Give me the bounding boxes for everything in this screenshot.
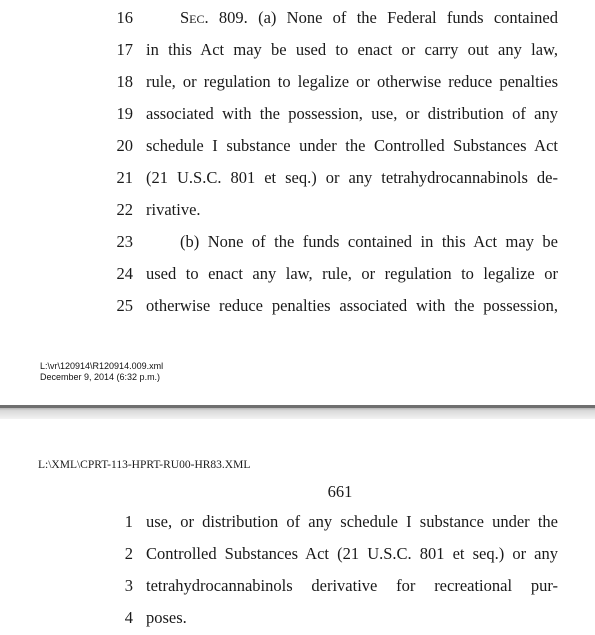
text-line [0, 570, 595, 602]
text-line [0, 98, 595, 130]
line-text: otherwise reduce penalties associated with the possession, [146, 296, 558, 315]
line-number: 18 [116, 72, 133, 91]
line-number: 19 [116, 104, 133, 123]
line-text: rivative. [146, 200, 201, 219]
text-line [0, 506, 595, 538]
line-text: tetrahydrocannabinols derivative for recreational pur- [146, 576, 558, 595]
line-number: 17 [116, 40, 133, 59]
line-text: poses. [146, 608, 187, 627]
line-text: rule, or regulation to legalize or otherwise reduce penalties [146, 72, 558, 91]
footer-file-path: L:\vr\120914\R120914.009.xml [40, 361, 164, 371]
text-line [0, 130, 595, 162]
line-number: 24 [116, 264, 133, 283]
line-text: used to enact any law, rule, or regulation to legalize or [146, 264, 558, 283]
line-number: 20 [116, 136, 133, 155]
text-line [0, 162, 595, 194]
line-text: in this Act may be used to enact or carry out any law, [146, 40, 558, 59]
line-text: (21 U.S.C. 801 et seq.) or any tetrahydrocannabinols de- [146, 168, 558, 187]
line-text: (b) None of the funds contained in this Act may be [180, 232, 558, 251]
line-number: 2 [124, 544, 133, 563]
line-text: Controlled Substances Act (21 U.S.C. 801 et seq.) or any [146, 544, 558, 563]
line-text [146, 2, 558, 34]
line-number: 25 [116, 296, 133, 315]
line-number: 16 [116, 8, 133, 27]
line-text: use, or distribution of any schedule I substance under the [146, 512, 558, 531]
line-text: associated with the possession, use, or distribution of any [146, 104, 558, 123]
text-line [0, 538, 595, 570]
text-line [0, 2, 595, 34]
text-line [0, 258, 595, 290]
page-number: 661 [327, 482, 353, 501]
line-number: 21 [116, 168, 133, 187]
line-number: 22 [116, 200, 133, 219]
text-line [0, 226, 595, 258]
line-number: 3 [124, 576, 133, 595]
line-text-body: 809. (a) None of the Federal funds contained [208, 8, 558, 27]
text-line [0, 66, 595, 98]
text-line [0, 34, 595, 66]
text-line [0, 194, 595, 226]
line-number: 23 [116, 232, 133, 251]
section-prefix: Sec. [180, 8, 209, 27]
text-line [0, 290, 595, 322]
header-file-path: L:\XML\CPRT-113-HPRT-RU00-HR83.XML [38, 459, 251, 471]
line-number: 1 [124, 512, 133, 531]
line-text: schedule I substance under the Controlled Substances Act [146, 136, 558, 155]
line-number: 4 [124, 608, 133, 627]
document-page-bottom [0, 419, 595, 635]
page-separator [0, 405, 595, 419]
text-line [0, 602, 595, 634]
footer-timestamp: December 9, 2014 (6:32 p.m.) [40, 372, 161, 382]
page-separator-edge [0, 405, 595, 408]
